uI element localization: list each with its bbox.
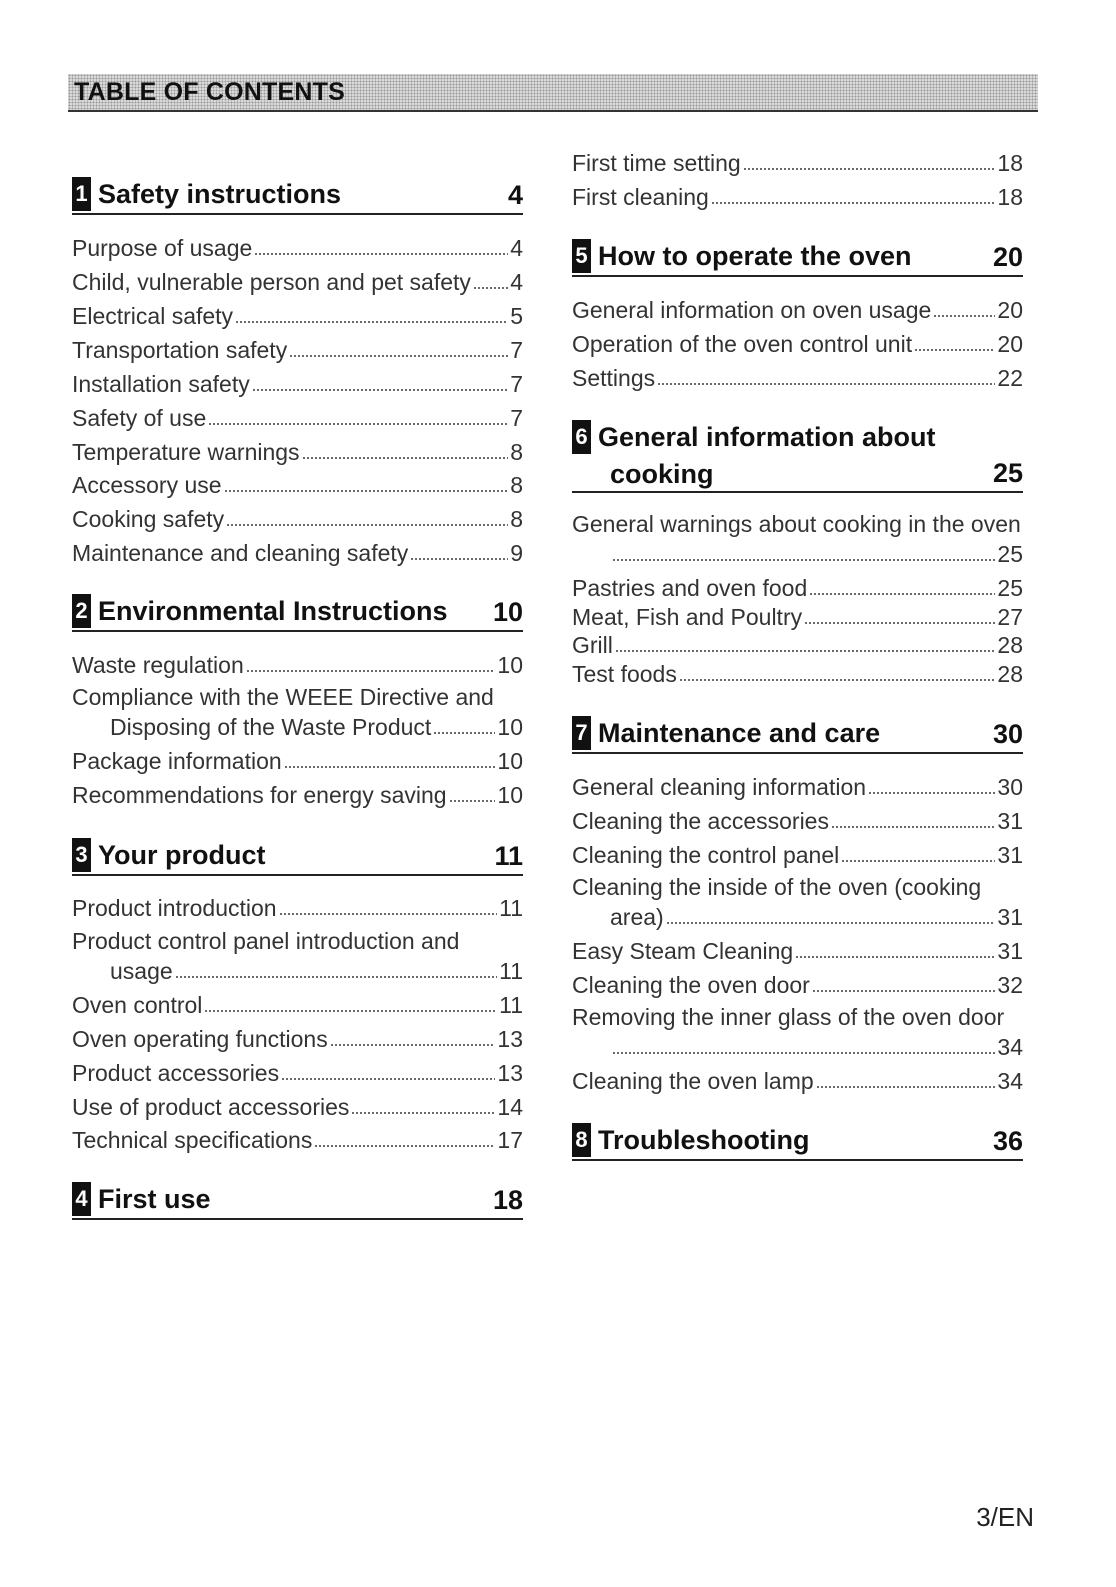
dot-leader — [914, 347, 995, 353]
toc-entry-page: 18 — [997, 184, 1023, 210]
toc-entry-page: 8 — [510, 506, 523, 532]
toc-entry-text: Cleaning the oven door — [572, 972, 810, 998]
toc-entry-page: 31 — [997, 938, 1023, 964]
toc-entry-page: 13 — [497, 1060, 523, 1086]
toc-entry-text: Cleaning the accessories — [572, 808, 829, 834]
toc-entry[interactable] — [572, 805, 1023, 835]
toc-section-heading[interactable] — [572, 714, 1023, 754]
toc-entry[interactable] — [72, 1023, 523, 1053]
toc-entry-page: 10 — [497, 652, 523, 678]
section-title: Maintenance and care — [598, 718, 881, 748]
dot-leader — [868, 790, 995, 796]
dot-leader — [254, 251, 508, 257]
section-title: Environmental Instructions — [98, 596, 448, 626]
toc-entry[interactable] — [72, 989, 523, 1019]
toc-entry-page: 31 — [997, 904, 1023, 930]
dot-leader — [226, 522, 508, 528]
toc-entry-page: 27 — [997, 604, 1023, 630]
dot-leader — [208, 421, 508, 427]
dot-leader — [449, 798, 496, 804]
toc-entry[interactable] — [72, 1057, 523, 1087]
toc-entry-page: 20 — [997, 331, 1023, 357]
toc-entry-text: Technical specifications — [72, 1127, 313, 1153]
toc-entry-text: Test foods — [572, 661, 677, 687]
dot-leader — [330, 1042, 496, 1048]
dot-leader — [804, 620, 995, 626]
dot-leader — [235, 319, 508, 325]
toc-entry[interactable] — [72, 402, 523, 432]
toc-entry[interactable] — [572, 969, 1023, 999]
toc-entry-text: Meat, Fish and Poultry — [572, 604, 803, 630]
section-page: 25 — [992, 458, 1023, 488]
toc-entry-text: General information on oven usage — [572, 297, 932, 323]
toc-entry-text: General warnings about cooking in the oven — [572, 511, 1021, 537]
toc-entry[interactable] — [72, 232, 523, 262]
toc-entry[interactable] — [72, 892, 523, 922]
section-title: Your product — [98, 840, 266, 870]
toc-entry[interactable] — [572, 362, 1023, 392]
dot-leader — [743, 166, 996, 172]
toc-entry-page: 25 — [997, 575, 1023, 601]
toc-section-heading[interactable] — [72, 1180, 523, 1220]
toc-entry-text: Product control panel introduction and — [72, 928, 460, 954]
toc-entry-text: Pastries and oven food — [572, 575, 808, 601]
dot-leader — [816, 1084, 996, 1090]
toc-section-heading[interactable] — [572, 418, 1023, 493]
toc-entry-text-continued: usage — [110, 958, 173, 984]
toc-entry-text: Waste regulation — [72, 652, 244, 678]
toc-entry-page: 4 — [510, 235, 523, 261]
toc-entry-page: 10 — [497, 748, 523, 774]
toc-entry[interactable] — [572, 572, 1023, 602]
dot-leader — [279, 911, 498, 917]
toc-entry-page: 4 — [510, 269, 523, 295]
toc-entry-page: 5 — [510, 303, 523, 329]
toc-entry-text: Installation safety — [72, 371, 250, 397]
toc-entry-text: Temperature warnings — [72, 439, 300, 465]
toc-section-heading[interactable] — [572, 1121, 1023, 1161]
toc-entry-text: General cleaning information — [572, 774, 867, 800]
toc-entry[interactable] — [72, 300, 523, 330]
toc-entry[interactable] — [572, 658, 1023, 688]
toc-entry[interactable] — [72, 334, 523, 364]
toc-entry[interactable] — [72, 649, 523, 679]
toc-entry-text: Oven control — [72, 992, 203, 1018]
toc-entry[interactable] — [72, 779, 523, 809]
section-title-line1: General information about — [598, 422, 936, 452]
toc-entry-page: 14 — [497, 1094, 523, 1120]
toc-entry-page: 34 — [997, 1034, 1023, 1060]
toc-entry[interactable] — [572, 1003, 1023, 1061]
toc-entry[interactable] — [72, 683, 523, 741]
dot-leader — [615, 648, 996, 654]
toc-section-heading[interactable] — [72, 175, 523, 215]
toc-entry-page: 28 — [997, 632, 1023, 658]
section-number-badge: 4 — [72, 1182, 91, 1216]
toc-entry-text-continued: area) — [610, 904, 664, 930]
section-title — [598, 421, 936, 490]
dot-leader — [433, 730, 495, 736]
section-number-badge: 1 — [72, 177, 91, 211]
toc-entry[interactable] — [572, 1065, 1023, 1095]
dot-leader — [246, 668, 496, 674]
toc-entry-text: Package information — [72, 748, 282, 774]
toc-entry-page: 31 — [997, 808, 1023, 834]
dot-leader — [302, 455, 509, 461]
toc-entry[interactable] — [572, 629, 1023, 659]
toc-section-heading[interactable] — [572, 237, 1023, 277]
toc-entry-text: Electrical safety — [72, 303, 234, 329]
dot-leader — [281, 1076, 495, 1082]
section-title: Troubleshooting — [598, 1125, 810, 1155]
toc-entry-page: 22 — [997, 365, 1023, 391]
toc-entry-text: Safety of use — [72, 405, 207, 431]
toc-entry[interactable] — [572, 181, 1023, 211]
section-number-badge: 5 — [572, 239, 591, 273]
dot-leader — [284, 764, 496, 770]
section-page: 18 — [492, 1185, 523, 1215]
toc-entry-text: Grill — [572, 632, 613, 658]
toc-entry-text: Compliance with the WEEE Directive and — [72, 684, 494, 710]
toc-entry-text: Product accessories — [72, 1060, 280, 1086]
toc-entry-page: 25 — [997, 541, 1023, 567]
section-title: Safety instructions — [98, 179, 342, 209]
dot-leader — [831, 824, 995, 830]
toc-header-bar — [68, 74, 1038, 112]
toc-entry-text: Use of product accessories — [72, 1094, 350, 1120]
section-page: 30 — [992, 719, 1023, 749]
dot-leader — [612, 1050, 995, 1056]
toc-entry-text: Transportation safety — [72, 337, 288, 363]
section-page: 36 — [992, 1126, 1023, 1156]
toc-entry-text: First time setting — [572, 150, 741, 176]
dot-leader — [410, 556, 508, 562]
toc-entry-page: 20 — [997, 297, 1023, 323]
section-number-badge: 6 — [572, 420, 591, 454]
toc-entry-page: 8 — [510, 439, 523, 465]
toc-entry-page: 13 — [497, 1026, 523, 1052]
toc-entry[interactable] — [72, 436, 523, 466]
section-title: How to operate the oven — [598, 241, 912, 271]
toc-entry-page: 7 — [510, 405, 523, 431]
toc-entry[interactable] — [572, 873, 1023, 931]
section-title: First use — [98, 1184, 211, 1214]
toc-entry-text: First cleaning — [572, 184, 709, 210]
toc-entry-page: 10 — [497, 782, 523, 808]
section-number-badge: 2 — [72, 594, 91, 628]
toc-entry-text-continued: Disposing of the Waste Product — [110, 714, 432, 740]
toc-entry-page: 30 — [997, 774, 1023, 800]
section-page: 20 — [992, 242, 1023, 272]
dot-leader — [841, 858, 995, 864]
toc-entry[interactable] — [72, 469, 523, 499]
dot-leader — [809, 591, 995, 597]
section-page: 4 — [507, 180, 523, 210]
toc-entry-page: 7 — [510, 337, 523, 363]
dot-leader — [812, 988, 996, 994]
toc-entry-page: 11 — [499, 992, 523, 1018]
dot-leader — [473, 285, 508, 291]
dot-leader — [711, 200, 996, 206]
dot-leader — [657, 381, 995, 387]
toc-entry-text: Maintenance and cleaning safety — [72, 540, 409, 566]
dot-leader — [679, 677, 996, 683]
section-number-badge: 3 — [72, 838, 91, 872]
section-page: 10 — [492, 597, 523, 627]
toc-entry-text: Cleaning the oven lamp — [572, 1068, 814, 1094]
toc-entry-text: Cooking safety — [72, 506, 225, 532]
toc-entry-text: Oven operating functions — [72, 1026, 328, 1052]
section-number-badge: 8 — [572, 1123, 591, 1157]
toc-entry[interactable] — [572, 510, 1023, 568]
toc-entry-text: Recommendations for energy saving — [72, 782, 447, 808]
dot-leader — [175, 974, 497, 980]
dot-leader — [314, 1143, 495, 1149]
toc-entry-text: Product introduction — [72, 895, 277, 921]
toc-section-heading[interactable] — [72, 592, 523, 632]
toc-entry-page: 17 — [497, 1127, 523, 1153]
toc-entry-page: 10 — [497, 714, 523, 740]
toc-entry-text: Cleaning the inside of the oven (cooking — [572, 874, 982, 900]
dot-leader — [351, 1110, 495, 1116]
toc-entry[interactable] — [72, 927, 523, 985]
toc-entry[interactable] — [72, 368, 523, 398]
dot-leader — [666, 920, 996, 926]
toc-entry[interactable] — [72, 503, 523, 533]
toc-entry[interactable] — [572, 294, 1023, 324]
dot-leader — [289, 353, 508, 359]
dot-leader — [933, 313, 995, 319]
toc-entry-text: Accessory use — [72, 472, 222, 498]
toc-entry-page: 34 — [997, 1068, 1023, 1094]
toc-entry-text: Removing the inner glass of the oven door — [572, 1004, 1005, 1030]
toc-entry-page: 18 — [997, 150, 1023, 176]
dot-leader — [795, 954, 995, 960]
toc-entry[interactable] — [72, 1124, 523, 1154]
toc-entry[interactable] — [572, 147, 1023, 177]
toc-entry-page: 9 — [510, 540, 523, 566]
toc-entry-text: Easy Steam Cleaning — [572, 938, 794, 964]
section-number-badge: 7 — [572, 716, 591, 750]
toc-entry-text: Purpose of usage — [72, 235, 253, 261]
toc-entry[interactable] — [72, 1091, 523, 1121]
toc-entry-page: 11 — [499, 958, 523, 984]
toc-entry[interactable] — [572, 839, 1023, 869]
dot-leader — [252, 387, 508, 393]
toc-section-heading[interactable] — [72, 836, 523, 876]
toc-entry-page: 11 — [499, 895, 523, 921]
toc-entry[interactable] — [572, 328, 1023, 358]
toc-entry-text: Child, vulnerable person and pet safety — [72, 269, 471, 295]
section-title-line2: cooking — [610, 459, 714, 489]
page-number-footer: 3/EN — [976, 1502, 1034, 1532]
toc-entry[interactable] — [72, 266, 523, 296]
dot-leader — [612, 557, 995, 563]
dot-leader — [224, 488, 509, 494]
toc-entry-text: Settings — [572, 365, 656, 391]
toc-entry[interactable] — [572, 771, 1023, 801]
toc-entry-text: Cleaning the control panel — [572, 842, 840, 868]
toc-entry-page: 28 — [997, 661, 1023, 687]
toc-entry-page: 7 — [510, 371, 523, 397]
toc-entry-page: 31 — [997, 842, 1023, 868]
dot-leader — [204, 1008, 497, 1014]
section-page: 11 — [494, 841, 523, 871]
toc-entry[interactable] — [572, 601, 1023, 631]
page-title: TABLE OF CONTENTS — [74, 78, 345, 106]
toc-entry-text: Operation of the oven control unit — [572, 331, 913, 357]
toc-entry-page: 32 — [997, 972, 1023, 998]
toc-entry[interactable] — [572, 935, 1023, 965]
toc-entry[interactable] — [72, 745, 523, 775]
toc-entry[interactable] — [72, 537, 523, 567]
toc-entry-page: 8 — [510, 472, 523, 498]
